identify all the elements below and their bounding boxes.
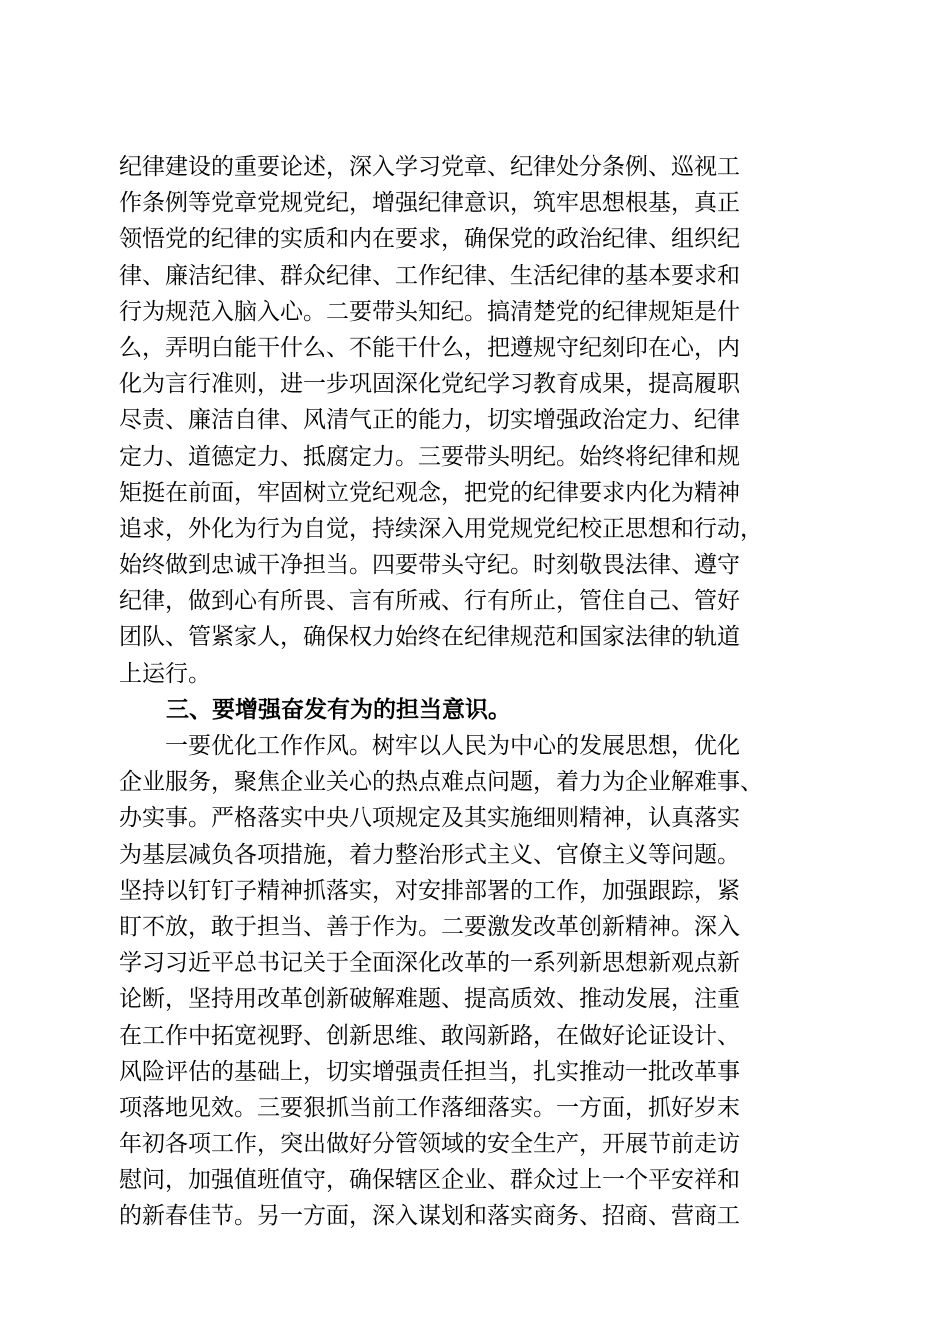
text-line: 么，弄明白能干什么、不能干什么，把遵规守纪刻印在心，内 (119, 334, 740, 361)
text-line: 上运行。 (119, 660, 211, 687)
text-line: 的新春佳节。另一方面，深入谋划和落实商务、招商、营商工 (119, 1203, 740, 1230)
text-line: 为基层减负各项措施，着力整治形式主义、官僚主义等问题。 (119, 841, 740, 868)
body-text (119, 149, 839, 1235)
text-line: 化为言行准则，进一步巩固深化党纪学习教育成果，提高履职 (119, 371, 740, 398)
text-line: 论断，坚持用改革创新破解难题、提高质效、推动发展，注重 (119, 986, 740, 1013)
text-line: 项落地见效。三要狠抓当前工作落细落实。一方面，抓好岁末 (119, 1094, 740, 1121)
text-line: 风险评估的基础上，切实增强责任担当，扎实推动一批改革事 (119, 1058, 740, 1085)
text-line: 学习习近平总书记关于全面深化改革的一系列新思想新观点新 (119, 950, 740, 977)
text-line: 纪律，做到心有所畏、言有所戒、行有所止，管住自己、管好 (119, 588, 740, 615)
text-line: 在工作中拓宽视野、创新思维、敢闯新路，在做好论证设计、 (119, 1022, 740, 1049)
text-line: 盯不放，敢于担当、善于作为。二要激发改革创新精神。深入 (119, 913, 740, 940)
text-line: 律、廉洁纪律、群众纪律、工作纪律、生活纪律的基本要求和 (119, 262, 740, 289)
text-line: 定力、道德定力、抵腐定力。三要带头明纪。始终将纪律和规 (119, 443, 740, 470)
text-line: 办实事。严格落实中央八项规定及其实施细则精神，认真落实 (119, 805, 740, 832)
section-heading: 三、要增强奋发有为的担当意识。 (166, 696, 511, 723)
text-line: 企业服务，聚焦企业关心的热点难点问题，着力为企业解难事、 (119, 769, 763, 796)
text-line: 尽责、廉洁自律、风清气正的能力，切实增强政治定力、纪律 (119, 407, 740, 434)
text-line: 作条例等党章党规党纪，增强纪律意识，筑牢思想根基，真正 (119, 190, 740, 217)
text-line: 始终做到忠诚干净担当。四要带头守纪。时刻敬畏法律、遵守 (119, 552, 740, 579)
text-line: 坚持以钉钉子精神抓落实，对安排部署的工作，加强跟踪，紧 (119, 877, 740, 904)
text-line: 一要优化工作作风。树牢以人民为中心的发展思想，优化 (119, 733, 740, 759)
text-line: 矩挺在前面，牢固树立党纪观念，把党的纪律要求内化为精神 (119, 479, 740, 506)
text-line: 追求，外化为行为自觉，持续深入用党规党纪校正思想和行动， (119, 515, 763, 542)
text-line: 年初各项工作，突出做好分管领域的安全生产，开展节前走访 (119, 1131, 740, 1158)
text-line: 团队、管紧家人，确保权力始终在纪律规范和国家法律的轨道 (119, 624, 740, 651)
text-line: 纪律建设的重要论述，深入学习党章、纪律处分条例、巡视工 (119, 154, 740, 180)
text-line: 领悟党的纪律的实质和内在要求，确保党的政治纪律、组织纪 (119, 226, 740, 253)
text-line: 慰问，加强值班值守，确保辖区企业、群众过上一个平安祥和 (119, 1167, 740, 1194)
text-line: 行为规范入脑入心。二要带头知纪。搞清楚党的纪律规矩是什 (119, 298, 740, 325)
